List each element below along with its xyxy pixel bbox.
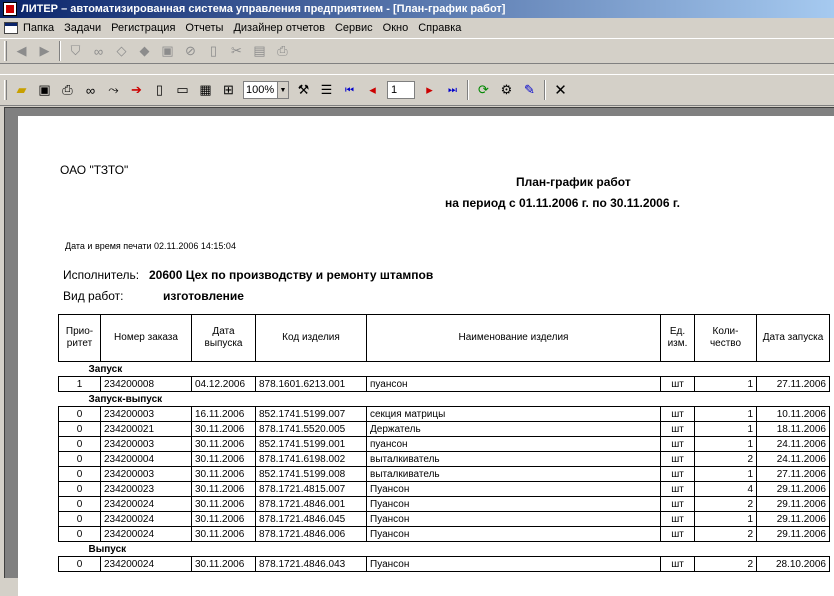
cell-item-name: выталкиватель [367, 467, 661, 482]
cell-item-code: 852.1741.5199.001 [256, 437, 367, 452]
app-icon [3, 2, 17, 16]
forward-arrow-icon[interactable]: ▶ [39, 43, 50, 58]
cell-quantity: 1 [695, 377, 757, 392]
preview-toolbar [0, 74, 834, 106]
close-icon[interactable]: ✕ [554, 82, 567, 99]
multi-page-icon[interactable]: ⊞ [223, 82, 234, 97]
cell-release-date: 30.11.2006 [192, 557, 256, 572]
cell-priority: 0 [59, 452, 101, 467]
cell-priority: 0 [59, 527, 101, 542]
executor-label: Исполнитель: [63, 268, 140, 282]
zoom-value: 100% [246, 84, 275, 96]
menu-service[interactable]: Сервис [334, 22, 373, 34]
schedule-table [58, 314, 830, 572]
tag-icon[interactable]: ◆ [139, 43, 150, 58]
cell-release-date: 30.11.2006 [192, 497, 256, 512]
col-item-code: Код изделия [256, 315, 367, 362]
col-item-name: Наименование изделия [367, 315, 661, 362]
group-header-row [59, 362, 830, 377]
cell-start-date: 29.11.2006 [757, 512, 830, 527]
cell-quantity: 2 [695, 557, 757, 572]
cell-start-date: 29.11.2006 [757, 482, 830, 497]
cell-item-name: пуансон [367, 377, 661, 392]
cell-priority: 0 [59, 482, 101, 497]
group-name: Запуск [59, 362, 830, 377]
next-page-icon[interactable]: ▸ [426, 82, 433, 97]
find-binoculars-icon[interactable]: ∞ [85, 82, 96, 98]
filter-icon[interactable]: ⛉ [70, 43, 81, 58]
cell-unit: шт [661, 482, 695, 497]
cell-release-date: 30.11.2006 [192, 437, 256, 452]
cell-release-date: 30.11.2006 [192, 422, 256, 437]
cell-priority: 0 [59, 512, 101, 527]
cell-order-number: 234200023 [101, 482, 192, 497]
cell-quantity: 2 [695, 497, 757, 512]
cell-quantity: 4 [695, 482, 757, 497]
cell-item-name: Пуансон [367, 482, 661, 497]
cell-item-name: Пуансон [367, 557, 661, 572]
settings-icon[interactable]: ⚙ [500, 82, 513, 97]
cell-quantity: 1 [695, 437, 757, 452]
print-icon[interactable]: ⎙ [277, 43, 288, 58]
table-row [59, 407, 830, 422]
refresh-icon[interactable]: ⟳ [478, 82, 489, 97]
cell-start-date: 24.11.2006 [757, 437, 830, 452]
single-page-icon[interactable]: ▯ [155, 82, 164, 97]
edit-report-icon[interactable]: ✎ [524, 82, 535, 97]
col-start-date: Дата запуска [757, 315, 830, 362]
tools-icon[interactable]: ⚒ [297, 82, 310, 97]
cell-order-number: 234200024 [101, 497, 192, 512]
company-name: ОАО "ТЗТО" [60, 163, 129, 177]
cell-start-date: 27.11.2006 [757, 467, 830, 482]
chevron-down-icon[interactable]: ▼ [277, 82, 288, 98]
cell-priority: 1 [59, 377, 101, 392]
cell-quantity: 2 [695, 452, 757, 467]
print-datetime: Дата и время печати 02.11.2006 14:15:04 [65, 241, 236, 251]
group-header-row [59, 392, 830, 407]
table-row [59, 557, 830, 572]
cell-order-number: 234200003 [101, 437, 192, 452]
cell-item-code: 878.1721.4846.006 [256, 527, 367, 542]
cell-start-date: 28.10.2006 [757, 557, 830, 572]
export-icon[interactable]: ➔ [131, 82, 142, 97]
cell-order-number: 234200024 [101, 512, 192, 527]
table-row [59, 512, 830, 527]
col-release-date: Дата выпуска [192, 315, 256, 362]
cell-unit: шт [661, 467, 695, 482]
cell-item-code: 852.1741.5199.007 [256, 407, 367, 422]
toolbar-grip[interactable] [4, 80, 7, 100]
cell-item-code: 878.1721.4815.007 [256, 482, 367, 497]
cell-item-name: Пуансон [367, 527, 661, 542]
cell-release-date: 30.11.2006 [192, 452, 256, 467]
cell-quantity: 1 [695, 467, 757, 482]
cell-start-date: 29.11.2006 [757, 497, 830, 512]
cell-unit: шт [661, 512, 695, 527]
eraser-icon[interactable]: ◇ [116, 43, 127, 58]
cell-item-code: 878.1741.6198.002 [256, 452, 367, 467]
last-page-icon[interactable]: ⏭ [448, 84, 457, 96]
table-row [59, 452, 830, 467]
main-toolbar [0, 38, 834, 64]
save-disk-icon[interactable]: ▣ [38, 82, 51, 97]
menu-window[interactable]: Окно [382, 22, 409, 34]
print-icon[interactable]: ⎙ [62, 82, 73, 97]
grid-view-icon[interactable]: ▦ [199, 82, 212, 97]
properties-icon[interactable]: ▤ [253, 43, 266, 58]
cell-item-name: выталкиватель [367, 452, 661, 467]
cell-quantity: 1 [695, 512, 757, 527]
cell-item-name: Держатель [367, 422, 661, 437]
col-priority: Прио-ритет [59, 315, 101, 362]
menu-bar [0, 19, 834, 37]
toolbar-separator [467, 80, 469, 100]
cell-order-number: 234200003 [101, 407, 192, 422]
worktype-label: Вид работ: [63, 289, 124, 303]
cell-unit: шт [661, 422, 695, 437]
cell-order-number: 234200008 [101, 377, 192, 392]
cell-release-date: 16.11.2006 [192, 407, 256, 422]
col-unit: Ед. изм. [661, 315, 695, 362]
cell-order-number: 234200024 [101, 527, 192, 542]
report-preview-area[interactable] [4, 107, 834, 578]
cell-quantity: 2 [695, 527, 757, 542]
cell-unit: шт [661, 407, 695, 422]
cell-order-number: 234200004 [101, 452, 192, 467]
cell-start-date: 24.11.2006 [757, 452, 830, 467]
cell-priority: 0 [59, 497, 101, 512]
menu-report-designer[interactable]: Дизайнер отчетов [233, 22, 325, 34]
cell-unit: шт [661, 497, 695, 512]
cell-release-date: 04.12.2006 [192, 377, 256, 392]
group-header-row [59, 542, 830, 557]
cell-unit: шт [661, 527, 695, 542]
delete-record-icon[interactable]: ✂ [231, 43, 242, 58]
new-document-icon[interactable]: ▯ [209, 43, 218, 58]
table-row [59, 527, 830, 542]
table-row [59, 482, 830, 497]
group-name: Выпуск [59, 542, 830, 557]
menu-registration[interactable]: Регистрация [111, 22, 176, 34]
find-next-icon[interactable]: ⤳ [108, 82, 119, 97]
table-header-row [59, 315, 830, 362]
col-order-number: Номер заказа [101, 315, 192, 362]
cell-unit: шт [661, 437, 695, 452]
cell-priority: 0 [59, 422, 101, 437]
cell-order-number: 234200024 [101, 557, 192, 572]
table-row [59, 497, 830, 512]
cell-quantity: 1 [695, 407, 757, 422]
cell-item-name: Пуансон [367, 512, 661, 527]
report-period: на период с 01.11.2006 г. по 30.11.2006 г. [445, 196, 680, 210]
cell-priority: 0 [59, 437, 101, 452]
cell-priority: 0 [59, 407, 101, 422]
back-arrow-icon[interactable]: ◀ [16, 43, 27, 58]
cell-release-date: 30.11.2006 [192, 512, 256, 527]
window-title: ЛИТЕР – автоматизированная система управления предприятием - [План-график работ] [21, 3, 506, 15]
title-bar [0, 0, 834, 18]
save-disk-icon[interactable]: ▣ [161, 43, 174, 58]
page-width-icon[interactable]: ▭ [176, 82, 189, 97]
cell-order-number: 234200021 [101, 422, 192, 437]
cell-order-number: 234200003 [101, 467, 192, 482]
worktype-value: изготовление [163, 289, 244, 303]
cell-unit: шт [661, 377, 695, 392]
cell-item-code: 878.1741.5520.005 [256, 422, 367, 437]
toolbar-separator [544, 80, 546, 100]
cell-release-date: 30.11.2006 [192, 467, 256, 482]
outline-icon[interactable]: ☰ [320, 82, 333, 97]
menu-help[interactable]: Справка [418, 22, 462, 34]
cell-release-date: 30.11.2006 [192, 527, 256, 542]
cell-item-name: секция матрицы [367, 407, 661, 422]
col-quantity: Коли-чество [695, 315, 757, 362]
zoom-select[interactable] [243, 81, 289, 99]
cell-item-code: 878.1721.4846.043 [256, 557, 367, 572]
report-title: План-график работ [516, 175, 631, 189]
cell-start-date: 29.11.2006 [757, 527, 830, 542]
menu-folder[interactable]: Папка [23, 22, 55, 34]
cell-item-code: 852.1741.5199.008 [256, 467, 367, 482]
table-row [59, 422, 830, 437]
prev-page-icon[interactable]: ◂ [369, 82, 376, 97]
cell-release-date: 30.11.2006 [192, 482, 256, 497]
report-page [18, 116, 834, 596]
cell-unit: шт [661, 557, 695, 572]
cell-priority: 0 [59, 557, 101, 572]
mdi-window-icon[interactable] [4, 22, 18, 34]
cell-priority: 0 [59, 467, 101, 482]
menu-reports[interactable]: Отчеты [185, 22, 224, 34]
table-row [59, 437, 830, 452]
page-number-input[interactable]: 1 [387, 81, 415, 99]
cell-start-date: 10.11.2006 [757, 407, 830, 422]
table-row [59, 467, 830, 482]
first-page-icon[interactable]: ⏮ [345, 84, 354, 96]
cell-item-code: 878.1721.4846.045 [256, 512, 367, 527]
cancel-circle-icon[interactable]: ⊘ [185, 43, 196, 58]
toolbar-grip[interactable] [4, 41, 7, 61]
cell-quantity: 1 [695, 422, 757, 437]
executor-value: 20600 Цех по производству и ремонту штампов [149, 268, 434, 282]
binoculars-icon[interactable]: ∞ [93, 43, 104, 59]
table-row [59, 377, 830, 392]
cell-item-code: 878.1601.6213.001 [256, 377, 367, 392]
cell-item-name: пуансон [367, 437, 661, 452]
cell-unit: шт [661, 452, 695, 467]
cell-item-code: 878.1721.4846.001 [256, 497, 367, 512]
cell-start-date: 18.11.2006 [757, 422, 830, 437]
menu-tasks[interactable]: Задачи [64, 22, 102, 34]
toolbar-separator [59, 41, 61, 61]
cell-start-date: 27.11.2006 [757, 377, 830, 392]
open-folder-icon[interactable]: ▰ [16, 82, 27, 97]
cell-item-name: Пуансон [367, 497, 661, 512]
group-name: Запуск-выпуск [59, 392, 830, 407]
